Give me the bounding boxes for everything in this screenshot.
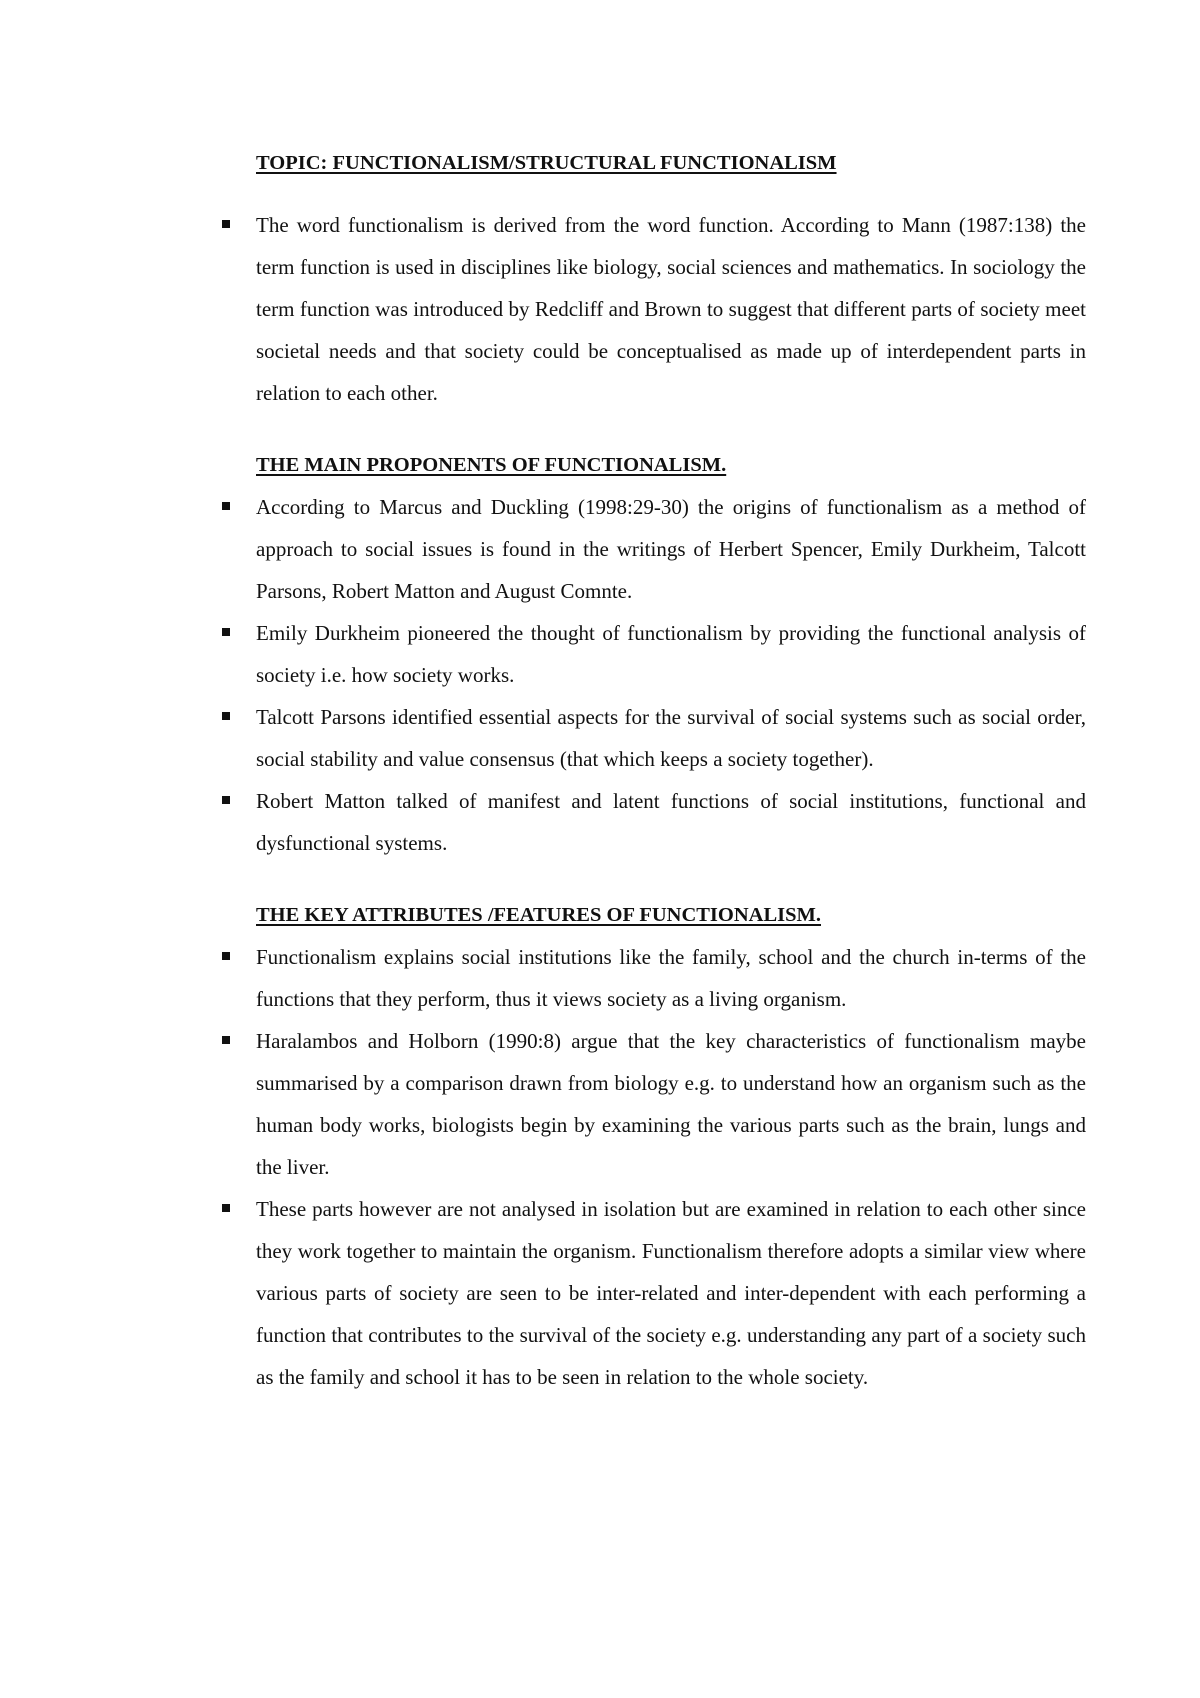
section-main-proponents xyxy=(256,444,1086,864)
bullet-list xyxy=(256,936,1086,1398)
section-topic xyxy=(256,142,1086,414)
list-item-text: Talcott Parsons identified essential aspects for the survival of social systems such as social order, social stability and value consensus (that which keeps a society together). xyxy=(256,705,1086,771)
section-heading: THE MAIN PROPONENTS OF FUNCTIONALISM. xyxy=(256,454,727,476)
square-bullet-icon xyxy=(222,628,230,636)
square-bullet-icon xyxy=(222,502,230,510)
list-item xyxy=(256,1188,1086,1398)
square-bullet-icon xyxy=(222,1204,230,1212)
square-bullet-icon xyxy=(222,796,230,804)
list-item xyxy=(256,936,1086,1020)
list-item xyxy=(256,1020,1086,1188)
list-item-text: The word functionalism is derived from the word function. According to Mann (1987:138) the term function is used in disciplines like biology, social sciences and mathematics. In sociology the term function was introduced by Redcliff and Brown to suggest that different parts of society meet societal needs and that society could be conceptualised as made up of interdependent parts in relation to each other. xyxy=(256,213,1086,405)
list-item-text: Emily Durkheim pioneered the thought of functionalism by providing the functional analysis of society i.e. how society works. xyxy=(256,621,1086,687)
square-bullet-icon xyxy=(222,220,230,228)
square-bullet-icon xyxy=(222,952,230,960)
list-item-text: Haralambos and Holborn (1990:8) argue that the key characteristics of functionalism maybe summarised by a comparison drawn from biology e.g. to understand how an organism such as the human body works, biologists begin by examining the various parts such as the brain, lungs and the liver. xyxy=(256,1029,1086,1179)
list-item-text: According to Marcus and Duckling (1998:29-30) the origins of functionalism as a method of approach to social issues is found in the writings of Herbert Spencer, Emily Durkheim, Talcott Parsons, Robert Matton and August Comnte. xyxy=(256,495,1086,603)
list-item-text: Functionalism explains social institutions like the family, school and the church in-terms of the functions that they perform, thus it views society as a living organism. xyxy=(256,945,1086,1011)
section-heading: THE KEY ATTRIBUTES /FEATURES OF FUNCTIONALISM. xyxy=(256,904,821,926)
section-heading: TOPIC: FUNCTIONALISM/STRUCTURAL FUNCTIONALISM xyxy=(256,152,837,174)
bullet-list xyxy=(256,204,1086,414)
list-item-text: These parts however are not analysed in isolation but are examined in relation to each other since they work together to maintain the organism. Functionalism therefore adopts a similar view where various parts of society are seen to be inter-related and inter-dependent with each performing a function that contributes to the survival of the society e.g. understanding any part of a society such as the family and school it has to be seen in relation to the whole society. xyxy=(256,1197,1086,1389)
section-key-attributes xyxy=(256,894,1086,1398)
square-bullet-icon xyxy=(222,1036,230,1044)
square-bullet-icon xyxy=(222,712,230,720)
list-item xyxy=(256,780,1086,864)
list-item xyxy=(256,486,1086,612)
bullet-list xyxy=(256,486,1086,864)
document-body xyxy=(256,142,1086,1428)
list-item xyxy=(256,696,1086,780)
list-item xyxy=(256,204,1086,414)
list-item xyxy=(256,612,1086,696)
list-item-text: Robert Matton talked of manifest and latent functions of social institutions, functional and dysfunctional systems. xyxy=(256,789,1086,855)
